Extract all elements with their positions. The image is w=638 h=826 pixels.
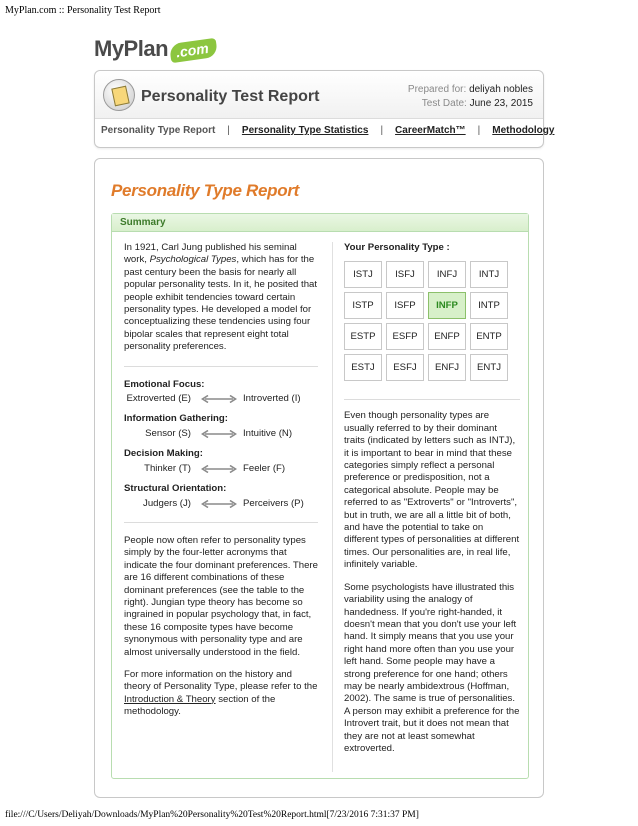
report-icon [103,79,135,111]
book-title: Psychological Types [149,254,237,266]
introduction-theory-link[interactable]: Introduction & Theory [124,693,216,705]
dimension-title: Structural Orientation: [124,483,227,495]
test-date-label: Test Date: [421,98,467,109]
more-info-paragraph: For more information on the history and theory of Personality Type, please refer to the Introduction & Theory section of the methodology. [124,668,318,718]
type-cell-infp: INFP [428,292,466,319]
type-cell-infj: INFJ [428,261,466,288]
divider [124,522,318,523]
prepared-for-label: Prepared for: [407,84,467,95]
logo-text: MyPlan [94,36,169,61]
double-arrow-icon [201,500,237,508]
intro-paragraph: In 1921, Carl Jung published his seminal work, Psychological Types, which has for the past century been the basis for nearly all popular personality tests. In it, he posited that people exhibit tendencies toward certain personality types. He developed a model for conceptualizing these tendencies using four bipolar scales that represent eight total personality preferences. [124,242,318,353]
nav-link-methodology[interactable]: Methodology [492,125,555,136]
dimension-1 [124,413,318,440]
dimension-0 [124,379,318,406]
dimension-left-pole: Judgers (J) [143,497,191,509]
dimension-title: Decision Making: [124,448,203,460]
logo-com-badge: .com [169,38,218,63]
report-content [94,158,544,798]
dimension-3 [124,483,318,510]
dimension-scale [124,498,318,510]
myplan-logo[interactable] [94,32,217,62]
summary-left-column [124,242,318,729]
divider [124,366,318,367]
report-nav [101,125,554,136]
double-arrow-icon [201,430,237,438]
type-cell-intj: INTJ [470,261,508,288]
dimension-title: Information Gathering: [124,413,228,425]
prepared-info [408,83,533,111]
prepared-for-name: deliyah nobles [469,84,533,95]
dimension-left-pole: Thinker (T) [144,462,191,474]
handedness-paragraph: Some psychologists have illustrated this variability using the analogy of handedness. If you're right-handed, it doesn't mean that you don't use your left hand. It simply means that you use your right hand more often than you use your left hand. Some people may have a strong preference for one hand; others may be nearly ambidextrous (Hoffman, 2002). The same is true of personalities. A person may exhibit a preference for the Introvert trait, but it does not mean that they are not at least somewhat extroverted. [344,581,520,754]
dimension-scale [124,463,318,475]
double-arrow-icon [201,395,237,403]
summary-panel [111,213,529,779]
type-cell-istp: ISTP [344,292,382,319]
personality-type-grid [344,261,520,381]
type-cell-estj: ESTJ [344,354,382,381]
print-header: MyPlan.com :: Personality Test Report [5,5,161,16]
type-cell-enfj: ENFJ [428,354,466,381]
dimension-right-pole: Intuitive (N) [243,427,293,439]
type-cell-esfp: ESFP [386,323,424,350]
type-cell-entj: ENTJ [470,354,508,381]
report-header [94,70,555,148]
summary-right-column [344,242,520,765]
nav-current-personality-type-report: Personality Type Report [101,125,216,136]
dimension-left-pole: Extroverted (E) [126,393,191,405]
type-cell-entp: ENTP [470,323,508,350]
type-cell-enfp: ENFP [428,323,466,350]
report-header-title: Personality Test Report [141,88,320,105]
dimension-right-pole: Perceivers (P) [243,497,304,509]
column-divider [332,242,333,772]
summary-heading: Summary [112,214,528,232]
dimension-right-pole: Introverted (I) [243,393,301,405]
type-cell-estp: ESTP [344,323,382,350]
nav-separator: | [477,125,481,136]
nav-separator: | [227,125,230,136]
nav-separator: | [380,125,384,136]
dimension-scale [124,393,318,405]
type-cell-esfj: ESFJ [386,354,424,381]
type-cell-istj: ISTJ [344,261,382,288]
type-cell-isfp: ISFP [386,292,424,319]
double-arrow-icon [201,465,237,473]
nav-link-type-statistics[interactable]: Personality Type Statistics [241,125,369,136]
dimension-scale [124,428,318,440]
report-header-top [95,71,543,119]
type-cell-isfj: ISFJ [386,261,424,288]
dimension-left-pole: Sensor (S) [145,427,191,439]
dimension-title: Emotional Focus: [124,378,205,390]
dimension-2 [124,448,318,475]
nav-link-careermatch[interactable]: CareerMatch™ [395,125,466,136]
types-explanation-paragraph: Even though personality types are usually referred to by their dominant traits (indicated by letters such as INTJ), it is important to bear in mind that these categories simply reflect a personal preference or predisposition, not a categorical absolute. People may be referred to as "Extroverts" or "Introverts", but in truth, we are all a little bit of both, and have the potential to take on different types of personalities at different times. Our personalities are, in real life, infinitely variable. [344,410,520,571]
acronyms-paragraph: People now often refer to personality types simply by the four-letter acronyms that indicate the four dominant preferences. There are 16 different combinations of these dominant preferences (see the table to the right). Jungian type theory has become so ingrained in popular psychology that, in fact, these 16 composite types have become synonymous with personality type and are almost universally understood in the field. [124,534,318,658]
your-type-label: Your Personality Type : [344,242,450,253]
type-cell-intp: INTP [470,292,508,319]
preference-dimensions [124,379,318,510]
dimension-right-pole: Feeler (F) [243,462,286,474]
print-footer: file:///C/Users/Deliyah/Downloads/MyPlan%20Personality%20Test%20Report.html[7/23/2016 7:31:37 PM] [5,810,419,820]
divider [344,399,520,400]
test-date-value: June 23, 2015 [469,98,533,109]
section-title: Personality Type Report [111,181,300,200]
